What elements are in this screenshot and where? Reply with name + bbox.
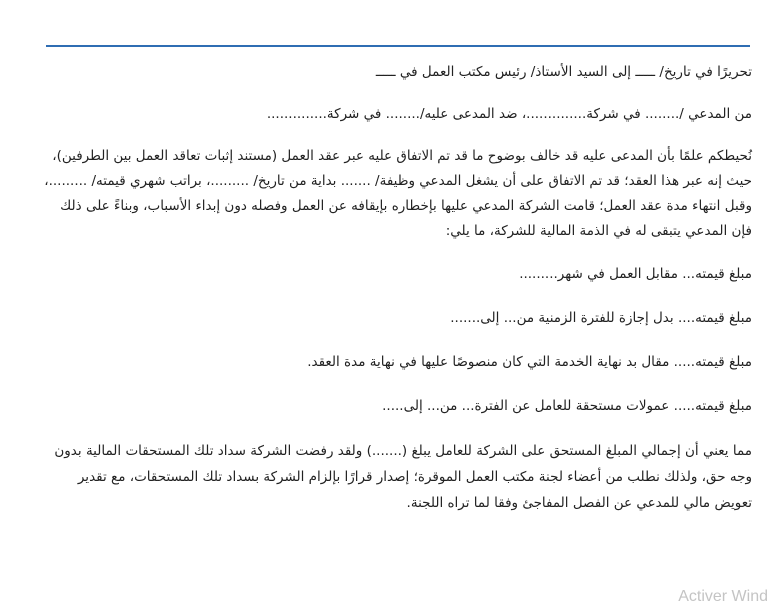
claim-item-leave: مبلغ قيمته.... بدل إجازة للفترة الزمنية من... إلى....... bbox=[450, 310, 752, 326]
top-divider bbox=[46, 45, 750, 47]
activation-watermark: Activer Wind bbox=[678, 588, 768, 605]
claim-item-salary: مبلغ قيمته... مقابل العمل في شهر......... bbox=[519, 266, 752, 282]
intro-paragraph: نُحيطكم علمًا بأن المدعى عليه قد خالف بوضوح ما قد تم الاتفاق عليه عبر عقد العمل (مستند إثبات تعاقد العمل بين الطرفين)، حيث إنه عبر هذا العقد؛ قد تم الاتفاق على أن يشغل المدعي وظيفة/ ....... بداية من تاريخ/ .........، براتب شهري قيمته/ .........، وقبل انتهاء مدة عقد العمل؛ قامت الشركة المدعي عليها بإخطاره بإيقافه عن العمل وفصله دون إبداء الأسباب، وبناءً على ذلك فإن المدعي يتبقى له في الذمة المالية للشركة، ما يلي: bbox=[44, 148, 752, 239]
parties-line: من المدعي /........ في شركة..............، ضد المدعى عليه/........ في شركة.............. bbox=[266, 106, 752, 122]
closing-paragraph: مما يعني أن إجمالي المبلغ المستحق على الشركة للعامل يبلغ (.......) ولقد رفضت الشركة سداد تلك المستحقات المالية بدون وجه حق، ولذلك نطلب من أعضاء لجنة مكتب العمل الموقرة؛ إصدار قرارًا بإلزام الشركة بسداد تلك المستحقات، مع تقدير تعويض مالي للمدعي عن الفصل المفاجئ وفقا لما تراه اللجنة. bbox=[54, 443, 752, 511]
header-line: تحريرًا في تاريخ/ ـــــ إلى السيد الأستاذ/ رئيس مكتب العمل في ـــــ bbox=[375, 64, 752, 80]
claim-item-end-of-service: مبلغ قيمته..... مقال بد نهاية الخدمة التي كان منصوصًا عليها في نهاية مدة العقد. bbox=[307, 354, 752, 370]
document-body bbox=[40, 60, 752, 536]
claim-item-commissions: مبلغ قيمته..... عمولات مستحقة للعامل عن الفترة... من... إلى..... bbox=[382, 398, 752, 414]
